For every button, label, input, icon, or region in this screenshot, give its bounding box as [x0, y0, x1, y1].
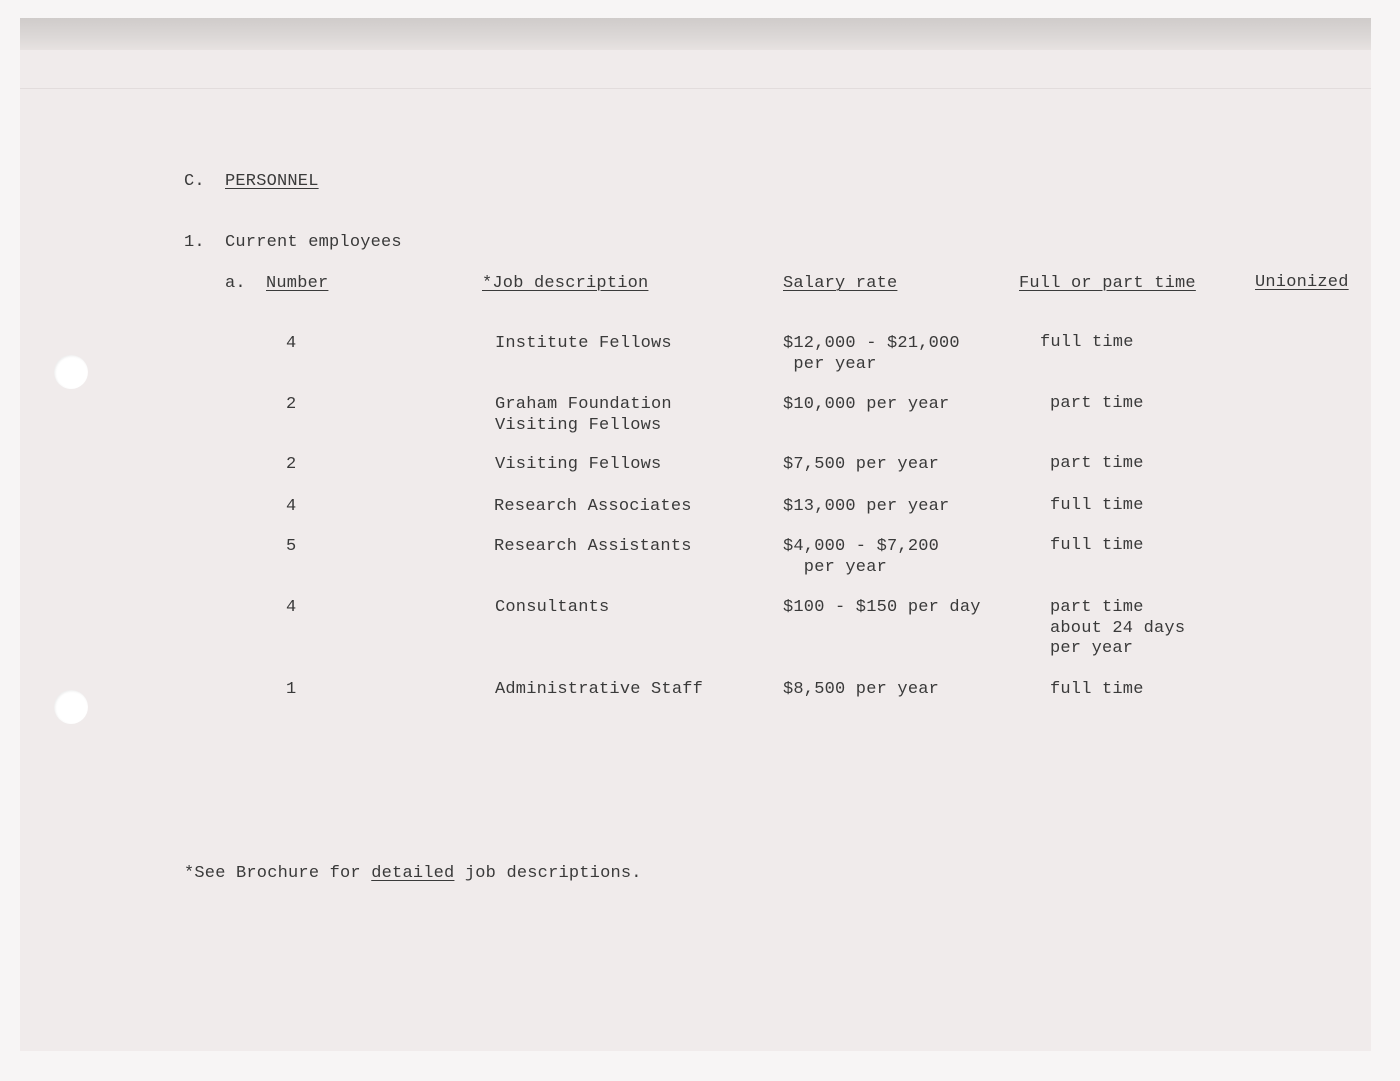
header-job-description: *Job description — [482, 274, 649, 293]
punch-hole — [54, 690, 88, 724]
cell-time: part time — [1050, 394, 1144, 413]
cell-salary-rate: $7,500 per year — [783, 455, 940, 474]
footnote — [184, 864, 642, 885]
cell-number: 4 — [286, 497, 297, 516]
cell-job-description: Consultants — [495, 598, 610, 617]
header-full-or-part-time: Full or part time — [1019, 274, 1196, 293]
footnote-emphasis: detailed — [371, 864, 455, 883]
punch-hole — [54, 355, 88, 389]
cell-salary-rate: $100 - $150 per day — [783, 598, 981, 617]
top-edge-band — [20, 18, 1371, 50]
cell-number: 2 — [286, 395, 297, 414]
cell-number: 2 — [286, 455, 297, 474]
cell-job-description: Research Associates — [494, 497, 692, 516]
paper-sheet — [20, 18, 1371, 1051]
cell-time: part time — [1050, 454, 1144, 473]
cell-job-description: Institute Fellows — [495, 334, 672, 353]
header-number: Number — [266, 274, 329, 293]
footnote-text-end: job descriptions. — [454, 864, 642, 883]
header-salary-rate: Salary rate — [783, 274, 898, 293]
section-letter: C. — [184, 172, 205, 191]
header-unionized: Unionized — [1255, 273, 1349, 292]
footnote-text: *See Brochure for — [184, 864, 372, 883]
cell-salary-rate: $8,500 per year — [783, 680, 940, 699]
table-label: a. — [225, 274, 246, 293]
cell-number: 1 — [286, 680, 297, 699]
item-title: Current employees — [225, 233, 402, 252]
cell-time: full time — [1050, 496, 1144, 515]
section-title: PERSONNEL — [225, 172, 319, 191]
cell-salary-rate: $13,000 per year — [783, 497, 950, 516]
cell-job-description: Research Assistants — [494, 537, 692, 556]
item-number: 1. — [184, 233, 205, 252]
cell-number: 4 — [286, 598, 297, 617]
cell-time: full time — [1050, 536, 1144, 555]
cell-number: 5 — [286, 537, 297, 556]
cell-time: part time about 24 days per year — [1050, 598, 1186, 658]
cell-number: 4 — [286, 334, 297, 353]
cell-time: full time — [1050, 680, 1144, 699]
fold-line — [20, 88, 1371, 89]
cell-time: full time — [1040, 333, 1134, 352]
cell-salary-rate: $10,000 per year — [783, 395, 950, 414]
cell-job-description: Administrative Staff — [495, 680, 704, 699]
cell-salary-rate: $12,000 - $21,000 per year — [783, 334, 960, 374]
cell-job-description: Visiting Fellows — [495, 455, 662, 474]
cell-salary-rate: $4,000 - $7,200 per year — [783, 537, 940, 577]
cell-job-description: Graham Foundation Visiting Fellows — [495, 395, 672, 435]
